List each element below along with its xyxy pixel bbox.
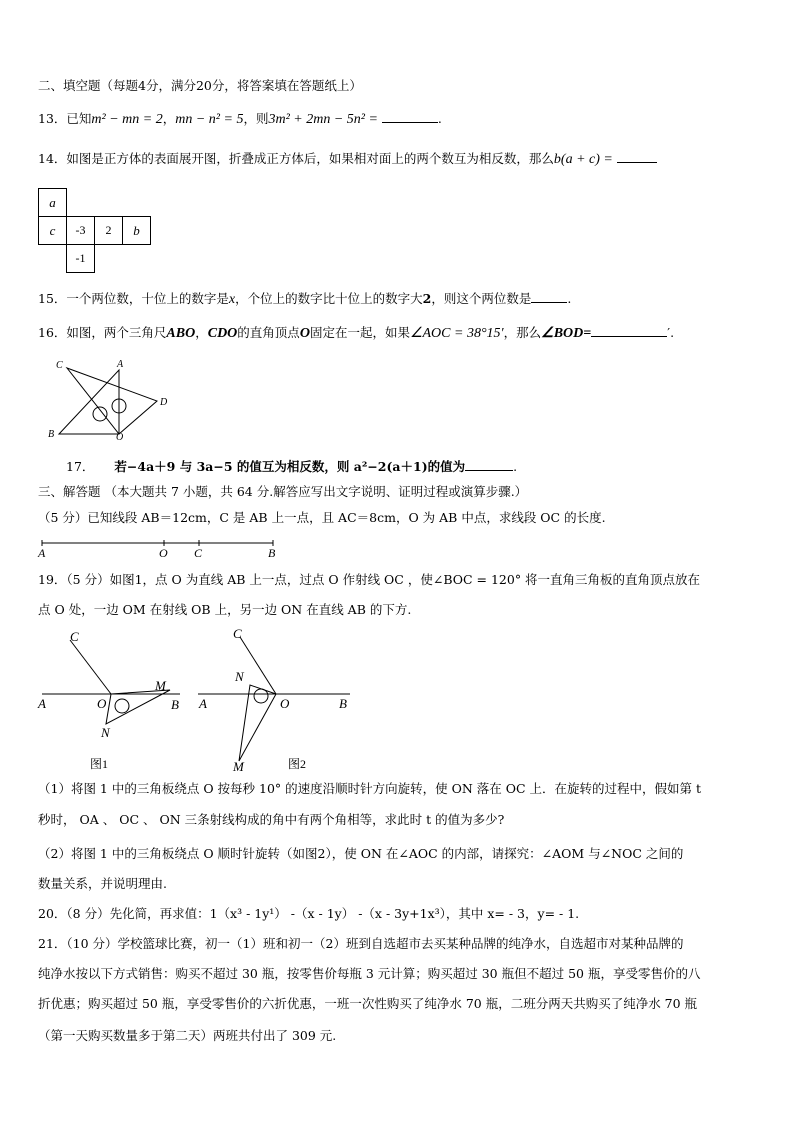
q17-answer-blank[interactable] — [465, 458, 513, 471]
q13-expr3: 3m² + 2mn − 5n² = — [268, 112, 378, 127]
q21-line-2: 纯净水按以下方式销售：购买不超过 30 瓶，按零售价每瓶 3 元计算；购买超过 30 瓶但不超过 50 瓶，享受零售价的八 — [38, 966, 701, 981]
q19-figure-1 — [42, 640, 180, 724]
question-15 — [38, 290, 571, 308]
q15-end: . — [567, 291, 572, 306]
triangle-cdo — [67, 368, 157, 434]
q16-text-d: ，那么 — [503, 325, 542, 340]
fig1-label-m: M — [155, 678, 166, 693]
section2-heading: 二、填空题（每题4分，满分20分，将答案填在答题纸上） — [38, 78, 362, 93]
q15-var: x — [228, 292, 236, 307]
question-16 — [38, 324, 674, 342]
question-18: （5 分）已知线段 AB＝12cm，C 是 AB 上一点，且 AC＝8cm，O 为 AB 中点，求线段 OC 的长度. — [38, 510, 606, 525]
q15-bold: 2 — [422, 291, 432, 306]
q13-expr2: mn − n² = 5 — [175, 112, 244, 127]
q19-part1-line-2: 秒时， OA 、 OC 、 ON 三条射线构成的角中有两个角相等，求此时 t 的值为多少? — [38, 812, 505, 827]
right-angle-mark-2 — [112, 399, 126, 413]
fig1-label-o: O — [97, 696, 107, 711]
q16-angle: ∠AOC = 38°15′ — [409, 326, 504, 341]
q13-number: 13． — [38, 111, 67, 126]
q16-text-b: 的直角顶点 — [237, 325, 300, 340]
q21-line-4: （第一天购买数量多于第二天）两班共付出了 309 元. — [38, 1028, 337, 1043]
q17-text: 若−4a＋9 与 3a−5 的值互为相反数，则 a²−2(a＋1)的值为 — [114, 459, 466, 474]
q15-text-b: ，个位上的数字比十位上的数字大 — [235, 291, 423, 306]
question-17 — [66, 458, 517, 475]
question-13 — [38, 110, 442, 128]
q18-label-a: A — [38, 546, 46, 560]
q14-text: 如图是正方体的表面展开图，折叠成正方体后，如果相对面上的两个数互为相反数，那么 — [66, 151, 554, 166]
q16-text-c: 固定在一起，如果 — [309, 325, 410, 340]
q13-expr1: m² − mn = 2 — [91, 112, 163, 127]
fig2-label-c: C — [233, 626, 242, 641]
q16-number: 16． — [38, 325, 67, 340]
q16-bod: ∠BOD= — [541, 326, 592, 341]
question-20: 20．（8 分）先化简，再求值：1（x³ - 1y¹） -（x - 1y） -（x - 3y+1x³），其中 x= - 3，y= - 1. — [38, 906, 580, 921]
q19-line-1: 19．（5 分）如图1，点 O 为直线 AB 上一点，过点 O 作射线 OC ，使∠BOC = 120° 将一直角三角板的直角顶点放在 — [38, 572, 701, 587]
fig2-label-n: N — [235, 669, 244, 684]
q16-o: O — [299, 326, 310, 341]
q16-text-a: 如图，两个三角尺 — [66, 325, 167, 340]
q16-label-b: B — [48, 429, 55, 440]
net-cell-a: a — [38, 188, 67, 217]
q16-label-c: C — [56, 360, 63, 371]
q21-line-3: 折优惠；购买超过 50 瓶，享受零售价的六折优惠，一班一次性购买了纯净水 70 瓶，二班分两天共购买了纯净水 70 瓶 — [38, 996, 698, 1011]
fig1-label-c: C — [70, 629, 79, 644]
fig2-caption: 图2 — [288, 757, 307, 771]
q14-answer-blank[interactable] — [617, 150, 657, 163]
net-cell-b: b — [122, 216, 151, 245]
q13-sep: ， — [162, 111, 176, 126]
right-angle-mark-1 — [93, 407, 107, 421]
q13-end: . — [437, 111, 442, 126]
fig1-label-n: N — [101, 725, 110, 740]
q18-label-c: C — [194, 546, 203, 560]
q16-end: ′. — [667, 325, 675, 340]
section3-heading: 三、解答题 （本大题共 7 小题，共 64 分.解答应写出文字说明、证明过程或演算步骤.） — [38, 484, 528, 499]
q16-abo: ABO — [166, 326, 196, 341]
q19-line-2: 点 O 处，一边 OM 在射线 OB 上，另一边 ON 在直线 AB 的下方. — [38, 602, 412, 617]
fig1-label-b: B — [171, 697, 179, 712]
q16-answer-blank[interactable] — [591, 324, 667, 337]
q14-expr: b(a + c) = — [553, 152, 613, 167]
fig2-label-b: B — [339, 696, 347, 711]
triangle-abo — [59, 370, 119, 434]
q16-label-d: D — [160, 397, 168, 408]
q21-line-1: 21．（10 分）学校篮球比赛，初一（1）班和初一（2）班到自选超市去买某种品牌的纯净水，自选超市对某种品牌的 — [38, 936, 684, 951]
q18-label-o: O — [159, 546, 168, 560]
q15-text-a: 一个两位数，十位上的数字是 — [66, 291, 229, 306]
fig2-label-o: O — [280, 696, 290, 711]
question-14 — [38, 150, 657, 168]
q13-answer-blank[interactable] — [382, 110, 438, 123]
q15-answer-blank[interactable] — [531, 290, 567, 303]
q17-end: . — [513, 459, 518, 474]
net-cell-minus1: -1 — [66, 244, 95, 273]
fig1-label-a: A — [38, 696, 46, 711]
net-cell-c: c — [38, 216, 67, 245]
q18-label-b: B — [268, 546, 276, 560]
q16-sep: ， — [195, 325, 208, 340]
q19-part1-line-1: （1）将图 1 中的三角板绕点 O 按每秒 10° 的速度沿顺时针方向旋转，使 ON 落在 OC 上．在旋转的过程中，假如第 t — [38, 781, 702, 796]
q16-label-o: O — [116, 432, 124, 443]
q15-text-c: ，则这个两位数是 — [431, 291, 532, 306]
q19-figure-2 — [198, 637, 350, 761]
q15-number: 15． — [38, 291, 67, 306]
fig2-label-a: A — [199, 696, 207, 711]
net-cell-2: 2 — [94, 216, 123, 245]
q13-text-b: ，则 — [243, 111, 269, 126]
net-cell-minus3: -3 — [66, 216, 95, 245]
fig2-label-m: M — [233, 759, 244, 774]
q14-number: 14． — [38, 151, 67, 166]
q13-text-a: 已知 — [66, 111, 92, 126]
q16-label-a: A — [117, 359, 124, 370]
q16-cdo: CDO — [207, 326, 238, 341]
q19-part2-line-1: （2）将图 1 中的三角板绕点 O 顺时针旋转（如图2），使 ON 在∠AOC 的内部，请探究：∠AOM 与∠NOC 之间的 — [38, 846, 684, 861]
q17-number: 17． — [66, 459, 95, 474]
fig1-caption: 图1 — [90, 757, 109, 771]
q19-part2-line-2: 数量关系，并说明理由. — [38, 876, 167, 891]
